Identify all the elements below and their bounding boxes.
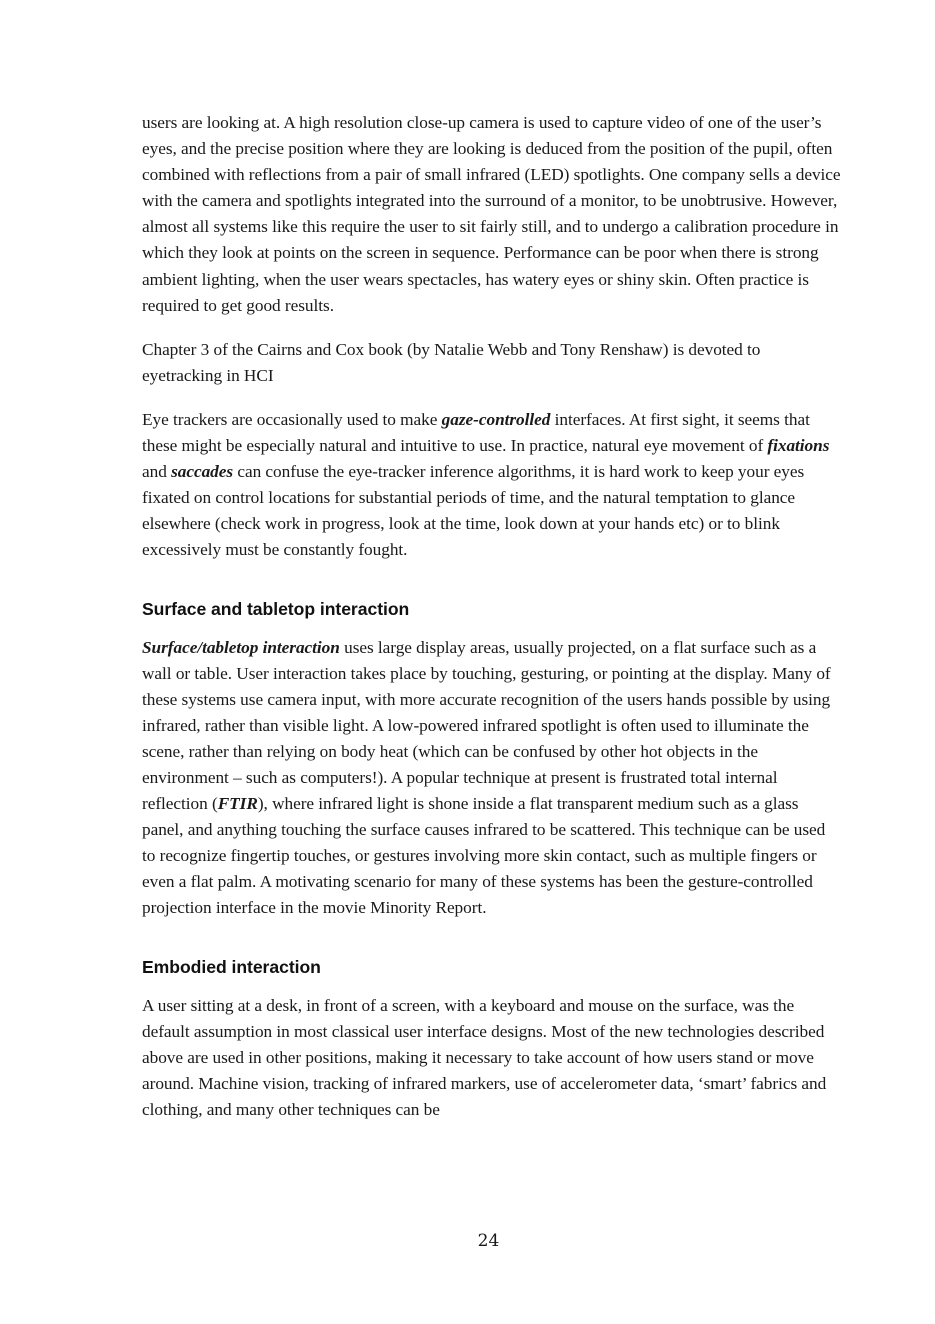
term-ftir: FTIR bbox=[217, 794, 258, 814]
paragraph-text: ), where infrared light is shone inside a flat transparent medium such as a glass panel, and anything touching the surface causes infrared to be scattered. This technique can be used to recognize fingertip touches, or gestures involving more skin contact, such as multiple fingers or even a flat palm. A motivating scenario for many of these systems has been the gesture-controlled projection interface in the movie Minority Report. bbox=[142, 794, 826, 918]
term-saccades: saccades bbox=[171, 462, 234, 482]
paragraph-gaze-controlled bbox=[142, 407, 842, 564]
paragraph-text: interfaces. At first sight, it seems that these might be especially natural and intuitive to use. In practice, natural eye movement of bbox=[142, 409, 810, 456]
paragraph-cairns-cox-reference: Chapter 3 of the Cairns and Cox book (by Natalie Webb and Tony Renshaw) is devoted to eyetracking in HCI bbox=[142, 339, 761, 385]
heading-embodied-interaction: Embodied interaction bbox=[142, 956, 321, 977]
document-body bbox=[142, 110, 842, 1141]
paragraph-text: can confuse the eye-tracker inference algorithms, it is hard work to keep your eyes fixated on control locations for substantial periods of time, and the natural temptation to glance elsewhere (check work in progress, look at the time, look down at your hands etc) or to blink excessively must be constantly fought. bbox=[142, 462, 805, 560]
page-number: 24 bbox=[477, 1231, 500, 1251]
term-fixations: fixations bbox=[767, 436, 830, 456]
heading-surface-tabletop: Surface and tabletop interaction bbox=[142, 598, 410, 619]
term-gaze-controlled: gaze-controlled bbox=[441, 409, 551, 429]
paragraph-text: uses large display areas, usually projected, on a flat surface such as a wall or table. User interaction takes place by touching, gesturing, or pointing at the display. Many of these systems use camera input, with more accurate recognition of the users hands possible by using infrared, rather than visible light. A low-powered infrared spotlight is often used to illuminate the scene, rather than relying on body heat (which can be confused by other hot objects in the environment – such as computers!). A popular technique at present is frustrated total internal reflection ( bbox=[142, 637, 831, 814]
paragraph-text: and bbox=[142, 462, 172, 482]
term-surface-tabletop-interaction: Surface/tabletop interaction bbox=[142, 637, 340, 657]
paragraph-surface-tabletop bbox=[142, 635, 842, 922]
paragraph-eyetracking-intro: users are looking at. A high resolution close-up camera is used to capture video of one of the user’s eyes, and the precise position where they are looking is deduced from the position of the pupil, often combined with reflections from a pair of small infrared (LED) spotlights. One company sells a device with the camera and spotlights integrated into the surround of a monitor, to be unobtrusive. However, almost all systems like this require the user to sit fairly still, and to undergo a calibration procedure in which they look at points on the screen in sequence. Performance can be poor when there is strong ambient lighting, when the user wears spectacles, has watery eyes or shiny skin. Often practice is required to get good results. bbox=[142, 113, 841, 315]
paragraph-text: Eye trackers are occasionally used to make bbox=[142, 409, 442, 429]
paragraph-embodied-interaction: A user sitting at a desk, in front of a screen, with a keyboard and mouse on the surface, was the default assumption in most classical user interface designs. Most of the new technologies described above are used in other positions, making it necessary to take account of how users stand or move around. Machine vision, tracking of infrared markers, use of accelerometer data, ‘smart’ fabrics and clothing, and many other techniques can be bbox=[142, 995, 827, 1119]
